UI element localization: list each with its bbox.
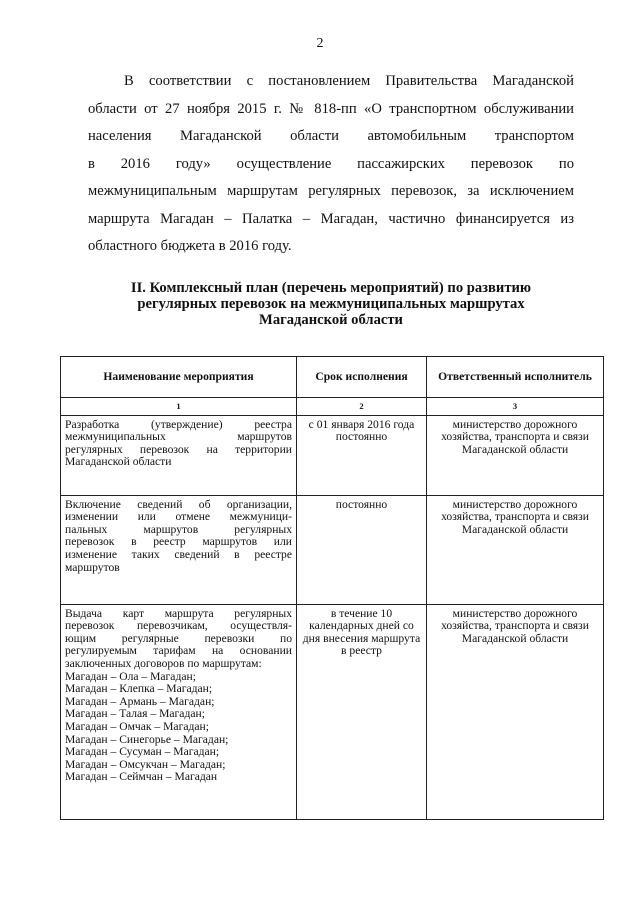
- activity-line: перевозок перевозчикам, осуществля-: [65, 619, 292, 633]
- executor-cell: министерство дорожного хозяйства, транспорта и связи Магаданской области: [427, 604, 604, 819]
- executor-cell: министерство дорожного хозяйства, транспорта и связи Магаданской области: [427, 415, 604, 495]
- route-item: Магадан – Армань – Магадан;: [65, 694, 215, 708]
- activity-cell: [61, 495, 297, 604]
- route-item: Магадан – Клепка – Магадан;: [65, 682, 213, 696]
- activity-line: Разработка (утверждение) реестра: [65, 417, 292, 431]
- page-number: 2: [316, 36, 324, 51]
- section-heading: [88, 280, 574, 328]
- activity-line: изменение таких сведений в реестре: [65, 547, 292, 561]
- activity-line: заключенных договоров по маршрутам:: [65, 656, 262, 670]
- heading-line: Магаданской области: [259, 312, 403, 328]
- activity-line: регулируемым тарифам на основании: [65, 644, 292, 658]
- table-row: [61, 415, 604, 495]
- header-deadline: Срок исполнения: [297, 357, 427, 398]
- table-row: [61, 604, 604, 819]
- column-number-row: [61, 398, 604, 416]
- header-activity: Наименование мероприятия: [61, 357, 297, 398]
- intro-line: межмуниципальным маршрутам регулярных перевозок, за исключением: [88, 183, 574, 199]
- activities-table: [60, 356, 604, 820]
- column-number: 1: [61, 398, 297, 416]
- activity-line: маршрутов: [65, 560, 120, 574]
- route-item: Магадан – Омсукчан – Магадан;: [65, 757, 226, 771]
- table-header-row: [61, 357, 604, 398]
- activity-cell: [61, 604, 297, 819]
- activity-line: Включение сведений об организации,: [65, 497, 292, 511]
- intro-line: маршрута Магадан – Палатка – Магадан, частично финансируется из: [88, 210, 574, 227]
- intro-line: области от 27 ноября 2015 г. № 818-пп «О транспортном обслуживании: [88, 100, 574, 117]
- route-item: Магадан – Ола – Магадан;: [65, 669, 196, 683]
- activity-line: Выдача карт маршрута регулярных: [65, 606, 292, 620]
- column-number: 2: [297, 398, 427, 416]
- activity-line: пальных маршрутов регулярных: [65, 522, 292, 536]
- route-item: Магадан – Сеймчан – Магадан: [65, 770, 218, 784]
- intro-paragraph: [88, 68, 574, 261]
- heading-line: II. Комплексный план (перечень мероприятий) по развитию: [130, 280, 532, 296]
- intro-line: В соответствии с постановлением Правительства Магаданской: [124, 73, 574, 89]
- header-executor: Ответственный исполнитель: [427, 357, 604, 398]
- route-item: Магадан – Омчак – Магадан;: [65, 719, 209, 733]
- column-number: 3: [427, 398, 604, 416]
- intro-line: населения Магаданской области автомобильным транспортом: [88, 128, 574, 144]
- activity-line: Магаданской области: [65, 455, 172, 469]
- activity-line: изменении или отмене межмуници-: [65, 510, 292, 524]
- heading-line: регулярных перевозок на межмуниципальных маршрутах: [137, 296, 525, 312]
- intro-line: областного бюджета в 2016 году.: [88, 238, 292, 254]
- route-item: Магадан – Сусуман – Магадан;: [65, 745, 220, 759]
- activity-line: ющим регулярные перевозки по: [65, 631, 292, 645]
- route-item: Магадан – Синегорье – Магадан;: [65, 732, 229, 746]
- deadline-cell: в течение 10 календарных дней со дня внесения маршрута в реестр: [297, 604, 427, 819]
- activity-line: перевозок в реестр маршрутов или: [65, 535, 292, 549]
- activity-cell: [61, 415, 297, 495]
- deadline-cell: с 01 января 2016 года постоянно: [297, 415, 427, 495]
- deadline-cell: постоянно: [297, 495, 427, 604]
- executor-cell: министерство дорожного хозяйства, транспорта и связи Магаданской области: [427, 495, 604, 604]
- activity-line: межмуниципальных маршрутов: [65, 430, 292, 444]
- activity-line: регулярных перевозок на территории: [65, 442, 292, 456]
- intro-line: в 2016 году» осуществление пассажирских перевозок по: [88, 155, 574, 172]
- table-row: [61, 495, 604, 604]
- route-item: Магадан – Талая – Магадан;: [65, 707, 205, 721]
